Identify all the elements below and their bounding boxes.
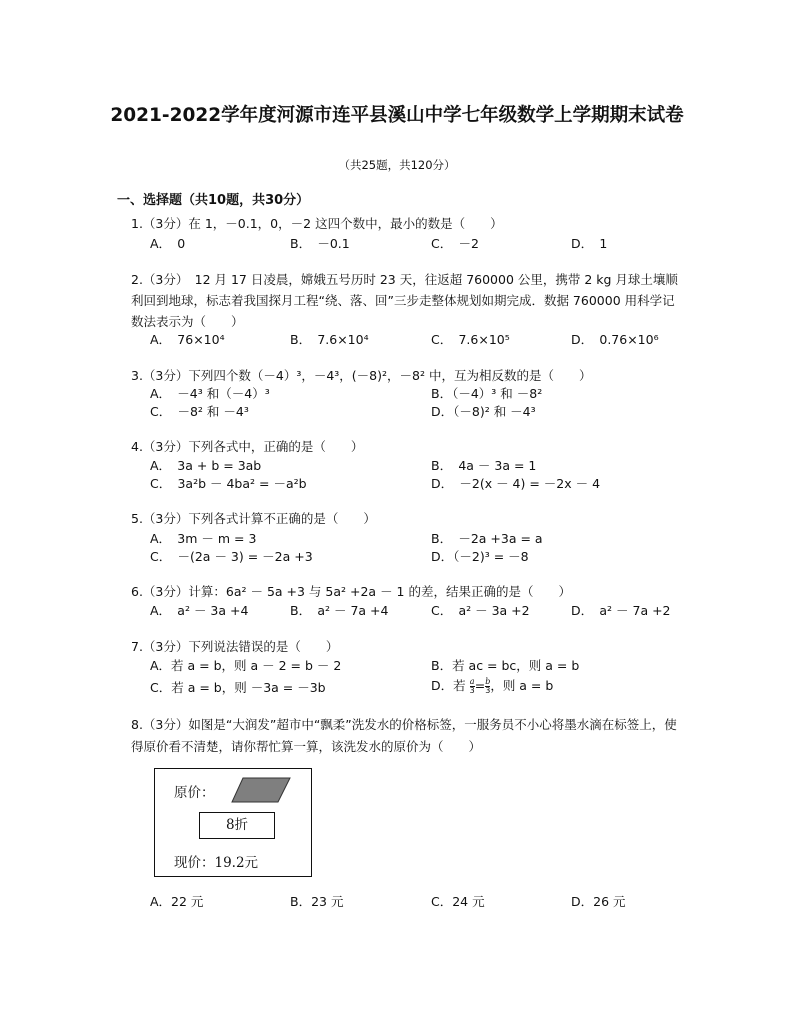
question-4-option-a: A． 3a + b = 3ab <box>150 458 262 473</box>
exam-subtitle: （共25题，共120分） <box>338 158 456 172</box>
question-3-option-d: D．（－8)² 和 －4³ <box>431 404 536 419</box>
section-heading: 一、选择题（共10题，共30分） <box>117 193 310 208</box>
question-8-stem: 8.（3分）如图是“大润发”超市中“飘柔”洗发水的价格标签，一服务员不小心将墨水滴在标签上，使得原价看不清楚，请你帮忙算一算，该洗发水的原价为（ ） <box>131 717 677 754</box>
question-7-option-c: C．若 a = b，则 －3a = －3b <box>150 680 326 695</box>
question-2-option-d: D． 0.76×10⁶ <box>571 332 659 347</box>
question-2-option-c: C． 7.6×10⁵ <box>431 332 510 347</box>
question-7-option-d-prefix: D．若 <box>431 678 466 693</box>
question-2-option-a: A． 76×10⁴ <box>150 332 225 347</box>
question-3-stem: 3.（3分）下列四个数（－4）³，－4³，(－8)²，－8² 中，互为相反数的是（ ） <box>131 368 592 383</box>
question-4-stem: 4.（3分）下列各式中，正确的是（ ） <box>131 439 364 454</box>
question-6-option-b: B． a² － 7a +4 <box>290 603 389 618</box>
fraction-numerator-a: a <box>469 677 475 686</box>
question-3-option-c: C． －8² 和 －4³ <box>150 404 249 419</box>
fraction-denominator-3-b: 3 <box>485 686 491 695</box>
question-3-option-a: A． －4³ 和（－4）³ <box>150 386 270 401</box>
fraction-a-over-3 <box>470 678 475 695</box>
question-1-option-d: D． 1 <box>571 236 608 251</box>
question-4-option-d: D． －2(x － 4) = －2x － 4 <box>431 476 601 491</box>
question-8-option-d: D．26 元 <box>571 894 626 909</box>
price-tag-figure <box>154 768 312 877</box>
question-2-stem: 2.（3分） 12 月 17 日凌晨，嫦娥五号历时 23 天，往返超 760000 公里，携带 2 kg 月球土壤顺利回到地球，标志着我国探月工程“绕、落、回”三步走整体规划如期完成．数据 760000 用科学记数法表示为（ ） <box>131 272 678 329</box>
fraction-denominator-3: 3 <box>469 686 475 695</box>
question-1-option-b: B． －0.1 <box>290 236 350 251</box>
question-6-option-c: C． a² － 3a +2 <box>431 603 530 618</box>
question-7-option-a: A．若 a = b，则 a － 2 = b － 2 <box>150 658 342 673</box>
question-5-option-a: A． 3m － m = 3 <box>150 531 257 546</box>
question-4-option-b: B． 4a － 3a = 1 <box>431 458 537 473</box>
question-7-stem: 7.（3分）下列说法错误的是（ ） <box>131 639 339 654</box>
question-7-option-d-suffix: ，则 a = b <box>490 678 554 693</box>
question-6-option-a: A． a² － 3a +4 <box>150 603 249 618</box>
question-6-option-d: D． a² － 7a +2 <box>571 603 671 618</box>
question-7-option-d: D．若 $\frac{a}{3}$ = $\frac{b}{3}$ ，则 a = b <box>431 677 554 695</box>
exam-title: 2021-2022学年度河源市连平县溪山中学七年级数学上学期期末试卷 <box>110 105 684 126</box>
question-1-stem: 1.（3分）在 1，－0.1，0，－2 这四个数中，最小的数是（ ） <box>131 216 503 231</box>
question-7-option-b: B．若 ac = bc，则 a = b <box>431 658 580 673</box>
question-2-option-b: B． 7.6×10⁴ <box>290 332 369 347</box>
question-1-option-c: C． －2 <box>431 236 479 251</box>
question-1-option-a: A． 0 <box>150 236 186 251</box>
question-5-option-b: B． －2a +3a = a <box>431 531 543 546</box>
question-6-stem: 6.（3分）计算：6a² － 5a +3 与 5a² +2a － 1 的差，结果正确的是（ ） <box>131 584 571 599</box>
question-8-option-b: B．23 元 <box>290 894 344 909</box>
question-5-stem: 5.（3分）下列各式计算不正确的是（ ） <box>131 511 376 526</box>
ink-blot-parallelogram <box>231 777 291 803</box>
question-3-option-b: B．（－4）³ 和 －8² <box>431 386 543 401</box>
price-tag-current-label: 现价：19.2元 <box>174 855 259 871</box>
price-tag-discount: 8折 <box>199 812 275 839</box>
question-5-option-d: D．（－2)³ = －8 <box>431 549 529 564</box>
question-4-option-c: C． 3a²b － 4ba² = －a²b <box>150 476 307 491</box>
question-8-option-a: A．22 元 <box>150 894 204 909</box>
question-5-option-c: C． －(2a － 3) = －2a +3 <box>150 549 313 564</box>
price-tag-original-label: 原价： <box>174 785 215 801</box>
fraction-numerator-b: b <box>485 677 491 686</box>
question-8-option-c: C．24 元 <box>431 894 485 909</box>
